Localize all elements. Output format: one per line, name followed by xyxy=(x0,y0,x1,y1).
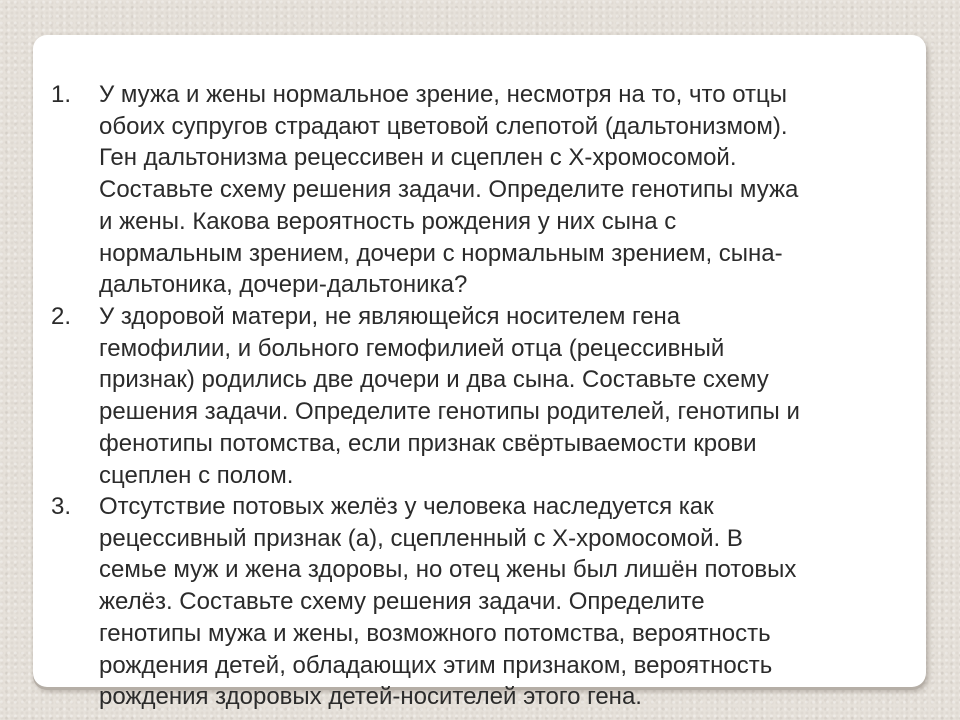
task-text-line: сцеплен с полом. xyxy=(99,461,294,489)
slide-content-panel xyxy=(33,35,926,711)
task-text xyxy=(99,79,919,301)
task-text-line: рецессивный признак (а), сцепленный с Х-хромосомой. В xyxy=(99,524,743,552)
task-text-line: нормальным зрением, дочери с нормальным зрением, сына- xyxy=(99,239,783,267)
task-text-line: Отсутствие потовых желёз у человека наследуется как xyxy=(99,493,714,520)
task-text-line: признак) родились две дочери и два сына. Составьте схему xyxy=(99,366,769,394)
task-text-line: У здоровой матери, не являющейся носителем гена xyxy=(99,303,681,330)
task-text-line: Составьте схему решения задачи. Определите генотипы мужа xyxy=(99,176,799,204)
task-number: 2. xyxy=(51,303,72,330)
task-text-line: рождения здоровых детей-носителей этого гена. xyxy=(99,683,642,711)
task-text-line: желёз. Составьте схему решения задачи. Определите xyxy=(99,588,705,616)
task-text-line: гемофилии, и больного гемофилией отца (рецессивный xyxy=(99,334,725,362)
task-text xyxy=(99,301,919,491)
task-text-line: решения задачи. Определите генотипы родителей, генотипы и xyxy=(99,398,800,426)
task-text-line: и жены. Какова вероятность рождения у них сына с xyxy=(99,207,677,235)
task-text-line: дальтоника, дочери-дальтоника? xyxy=(99,271,468,299)
task-text-line: фенотипы потомства, если признак свёртываемости крови xyxy=(99,429,757,457)
task-text-line: генотипы мужа и жены, возможного потомства, вероятность xyxy=(99,619,771,647)
task-number: 3. xyxy=(51,493,72,520)
task-text-line: обоих супругов страдают цветовой слепотой (дальтонизмом). xyxy=(99,112,788,140)
task-text-line: У мужа и жены нормальное зрение, несмотря на то, что отцы xyxy=(99,81,788,108)
task-text-line: рождения детей, обладающих этим признаком, вероятность xyxy=(99,651,773,679)
task-text-line: Ген дальтонизма рецессивен и сцеплен с Х-хромосомой. xyxy=(99,144,737,172)
task-text xyxy=(99,491,919,713)
task-number: 1. xyxy=(51,81,72,108)
task-text-line: семье муж и жена здоровы, но отец жены был лишён потовых xyxy=(99,556,797,584)
